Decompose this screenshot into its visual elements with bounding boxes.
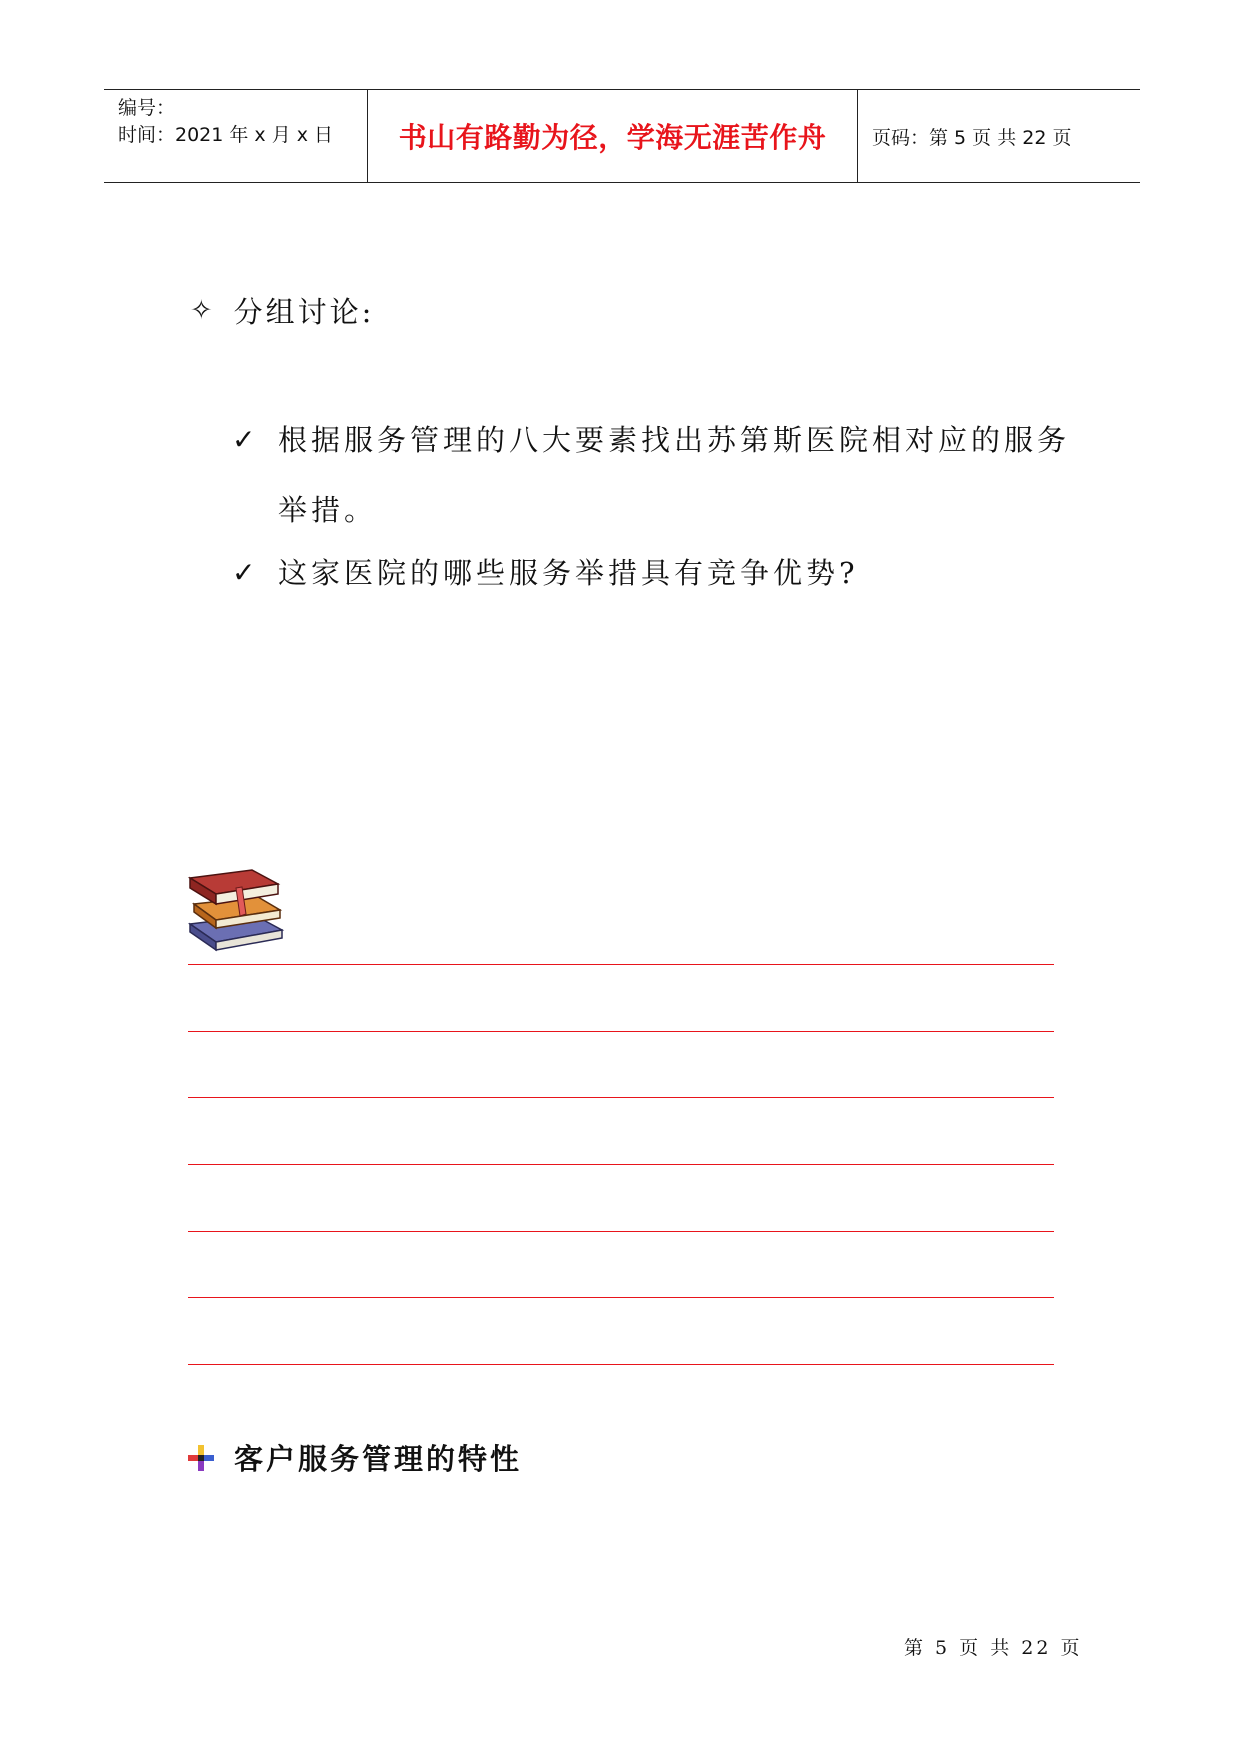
stacked-books-icon [186, 864, 286, 954]
note-line [188, 1364, 1054, 1365]
note-line [188, 1231, 1054, 1232]
note-line [188, 964, 1054, 965]
checkmark-icon: ✓ [232, 556, 260, 589]
serial-label: 编号： [118, 97, 176, 119]
note-line [188, 1097, 1054, 1098]
header-page-cell [858, 90, 1140, 182]
note-line [188, 1164, 1054, 1165]
page-header [104, 89, 1140, 183]
header-page-number: 页码：第 5 页 共 22 页 [872, 126, 1072, 149]
note-line [188, 1297, 1054, 1298]
discussion-question [232, 538, 1098, 608]
checkmark-icon: ✓ [232, 423, 260, 456]
date-text: 时间：2021 年 x 月 x 日 [118, 124, 334, 146]
discussion-heading-text: 分组讨论: [233, 295, 375, 329]
question-text: 根据服务管理的八大要素找出苏第斯医院相对应的服务举措。 [278, 423, 1071, 527]
header-left-cell [104, 90, 368, 182]
discussion-question [232, 405, 1098, 545]
four-color-plus-icon [188, 1445, 214, 1471]
section-heading [188, 1437, 522, 1478]
header-motto-cell [368, 90, 858, 182]
outlined-star-icon: ✧ [190, 295, 216, 326]
question-text: 这家医院的哪些服务举措具有竞争优势? [278, 556, 859, 590]
page-footer: 第 5 页 共 22 页 [904, 1637, 1083, 1659]
discussion-heading [190, 290, 374, 331]
section-heading-text: 客户服务管理的特性 [234, 1442, 523, 1476]
header-motto: 书山有路勤为径，学海无涯苦作舟 [398, 121, 827, 154]
note-line [188, 1031, 1054, 1032]
